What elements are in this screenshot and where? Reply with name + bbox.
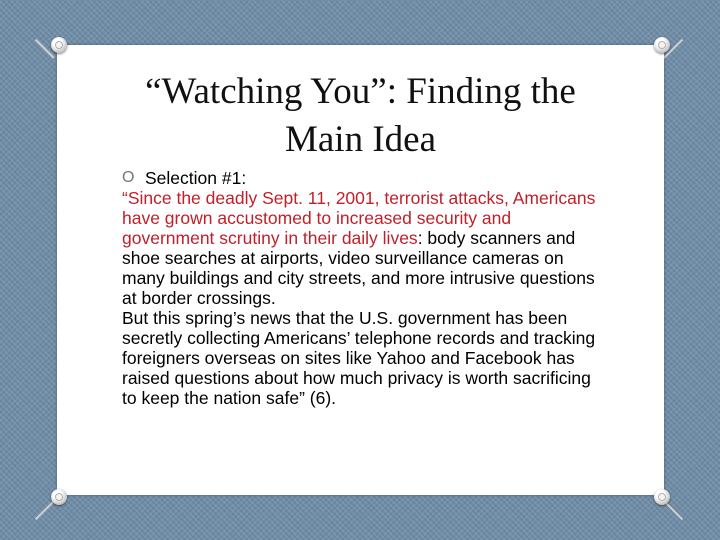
slide-title-line-2: Main Idea	[284, 119, 437, 160]
quote-paragraph-1	[122, 188, 602, 308]
highlighted-main-idea: “Since the deadly Sept. 11, 2001, terrorist attacks, Americans have grown accustomed to increased security and government scrutiny in their daily lives	[122, 188, 596, 248]
bullet-label: Selection #1:	[145, 168, 247, 188]
bullet-item	[122, 168, 602, 188]
corner-line-bottom-left	[35, 500, 55, 520]
pushpin-icon	[654, 489, 670, 505]
quote-paragraph-2: But this spring’s news that the U.S. government has been secretly collecting Americans’ telephone records and tracking foreigners overseas on sites like Yahoo and Facebook has raised questions about how much privacy is worth sacrificing to keep the nation safe” (6).	[122, 308, 596, 408]
pushpin-icon	[654, 37, 670, 53]
quote-paragraph-1-rest: : body scanners and shoe searches at airports, video surveillance cameras on many buildings and city streets, and more intrusive questions at border crossings.	[122, 228, 595, 308]
slide-title	[57, 68, 664, 164]
bullet-marker-icon: O	[122, 169, 135, 186]
slide-body	[122, 168, 602, 408]
slide-title-line-1: “Watching You”: Finding the	[145, 71, 576, 112]
pushpin-icon	[51, 489, 67, 505]
pushpin-icon	[51, 37, 67, 53]
